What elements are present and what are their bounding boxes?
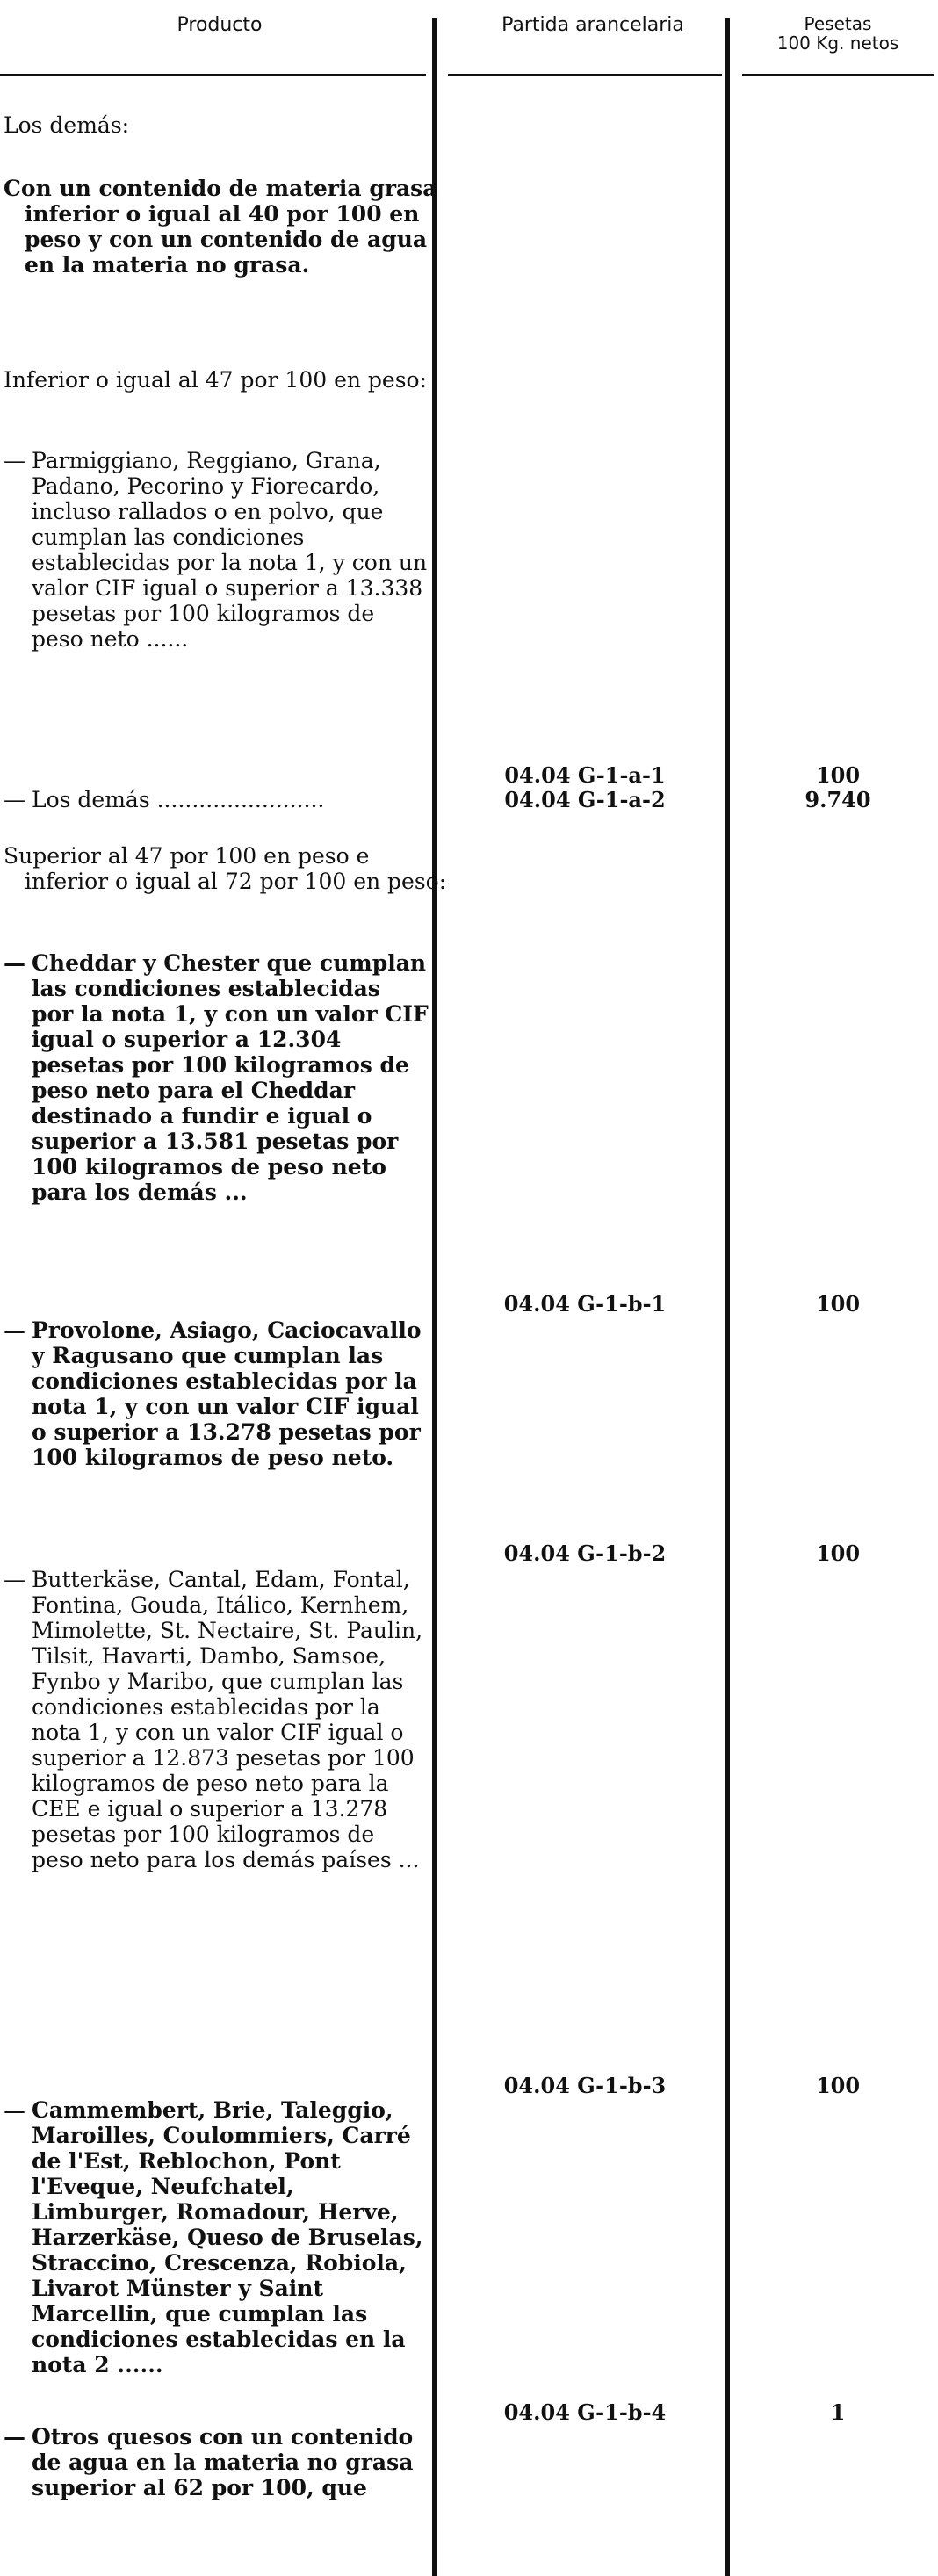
list-item: — Provolone, Asiago, Caciocavallo y Ragusano que cumplan las condiciones establecidas por la nota 1, y con un valor CIF igual o superior a 13.278 pesetas por 100 kilogramos de peso neto. [4,1317,422,1470]
header-rule-producto [0,74,426,76]
item-text: Parmiggiano, Reggiano, Grana, Padano, Pecorino y Fiorecardo, incluso rallados o en polvo, que cumplan las condiciones establecidas por la nota 1, y con un valor CIF igual o superior a 13.338 pesetas por 100 kilogramos de peso neto ...... [32,448,428,652]
tariff-value: 100 [815,1291,861,1317]
heading-superior-47: Superior al 47 por 100 en peso e inferior o igual al 72 por 100 en peso: [4,843,447,894]
tariff-value: 100 [815,1541,861,1566]
tariff-value: 9.740 [805,787,871,812]
pesetas-line-1: Pesetas [804,13,872,34]
item-text: Los demás ........................ [32,787,325,812]
tariff-value: 100 [815,762,861,788]
heading-los-demas: Los demás: [4,112,130,138]
item-text: Otros quesos con un contenido de agua en la materia no grasa superior al 62 por 100, que [32,2424,414,2500]
tariff-value: 1 [830,2399,846,2425]
list-item: — Otros quesos con un contenido de agua en la materia no grasa superior al 62 por 100, que [4,2424,414,2500]
tariff-value: 100 [815,2073,861,2098]
list-item: — Los demás ........................ [4,787,325,812]
tariff-code: 04.04 G-1-a-1 [504,762,666,788]
header-rule-pesetas [742,74,934,76]
column-header-partida: Partida arancelaria [501,14,684,36]
column-divider-1 [432,18,437,2576]
column-header-producto: Producto [177,14,263,36]
heading-materia-grasa: Con un contenido de materia grasa inferior o igual al 40 por 100 en peso y con un contenido de agua en la materia no grasa. [4,176,437,278]
column-divider-2 [725,18,730,2576]
heading-inferior-47: Inferior o igual al 47 por 100 en peso: [4,367,428,393]
pesetas-line-2: 100 Kg. netos [776,32,899,54]
tariff-code: 04.04 G-1-b-2 [503,1541,667,1566]
item-text: Cheddar y Chester que cumplan las condiciones establecidas por la nota 1, y con un valor CIF igual o superior a 12.304 pesetas por 100 kilogramos de peso neto para el Cheddar destinado a fundir e igual o superior a 13.581 pesetas por 100 kilogramos de peso neto para los demás ... [32,950,429,1205]
item-text: Cammembert, Brie, Taleggio, Maroilles, Coulommiers, Carré de l'Est, Reblochon, Pont l'Eveque, Neufchatel, Limburger, Romadour, Herve, Harzerkäse, Queso de Bruselas, Straccino, Crescenza, Robiola, Livarot Münster y Saint Marcellin, que cumplan las condiciones establecidas en la nota 2 ...... [32,2097,423,2378]
list-item: — Cheddar y Chester que cumplan las condiciones establecidas por la nota 1, y con un valor CIF igual o superior a 12.304 pesetas por 100 kilogramos de peso neto para el Cheddar destinado a fundir e igual o superior a 13.581 pesetas por 100 kilogramos de peso neto para los demás ... [4,950,429,1205]
list-item: — Parmiggiano, Reggiano, Grana, Padano, Pecorino y Fiorecardo, incluso rallados o en polvo, que cumplan las condiciones establecidas por la nota 1, y con un valor CIF igual o superior a 13.338 pesetas por 100 kilogramos de peso neto ...... [4,448,428,652]
tariff-code: 04.04 G-1-b-3 [503,2073,667,2098]
tariff-code: 04.04 G-1-b-4 [503,2399,667,2425]
column-header-pesetas [738,14,938,53]
header-rule-partida [448,74,722,76]
list-item: — Cammembert, Brie, Taleggio, Maroilles, Coulommiers, Carré de l'Est, Reblochon, Pont l'Eveque, Neufchatel, Limburger, Romadour, Herve, Harzerkäse, Queso de Bruselas, Straccino, Crescenza, Robiola, Livarot Münster y Saint Marcellin, que cumplan las condiciones establecidas en la nota 2 ...... [4,2097,423,2378]
tariff-code: 04.04 G-1-b-1 [503,1291,667,1317]
tariff-code: 04.04 G-1-a-2 [504,787,666,812]
item-text: Provolone, Asiago, Caciocavallo y Ragusano que cumplan las condiciones establecidas por la nota 1, y con un valor CIF igual o superior a 13.278 pesetas por 100 kilogramos de peso neto. [32,1317,422,1470]
list-item: — Butterkäse, Cantal, Edam, Fontal, Fontina, Gouda, Itálico, Kernhem, Mimolette, St. Nectaire, St. Paulin, Tilsit, Havarti, Dambo, Samsoe, Fynbo y Maribo, que cumplan las condiciones establecidas por la nota 1, y con un valor CIF igual o superior a 12.873 pesetas por 100 kilogramos de peso neto para la CEE e igual o superior a 13.278 pesetas por 100 kilogramos de peso neto para los demás países ... [4,1567,423,1872]
item-text: Butterkäse, Cantal, Edam, Fontal, Fontina, Gouda, Itálico, Kernhem, Mimolette, St. Nectaire, St. Paulin, Tilsit, Havarti, Dambo, Samsoe, Fynbo y Maribo, que cumplan las condiciones establecidas por la nota 1, y con un valor CIF igual o superior a 12.873 pesetas por 100 kilogramos de peso neto para la CEE e igual o superior a 13.278 pesetas por 100 kilogramos de peso neto para los demás países ... [32,1567,423,1872]
